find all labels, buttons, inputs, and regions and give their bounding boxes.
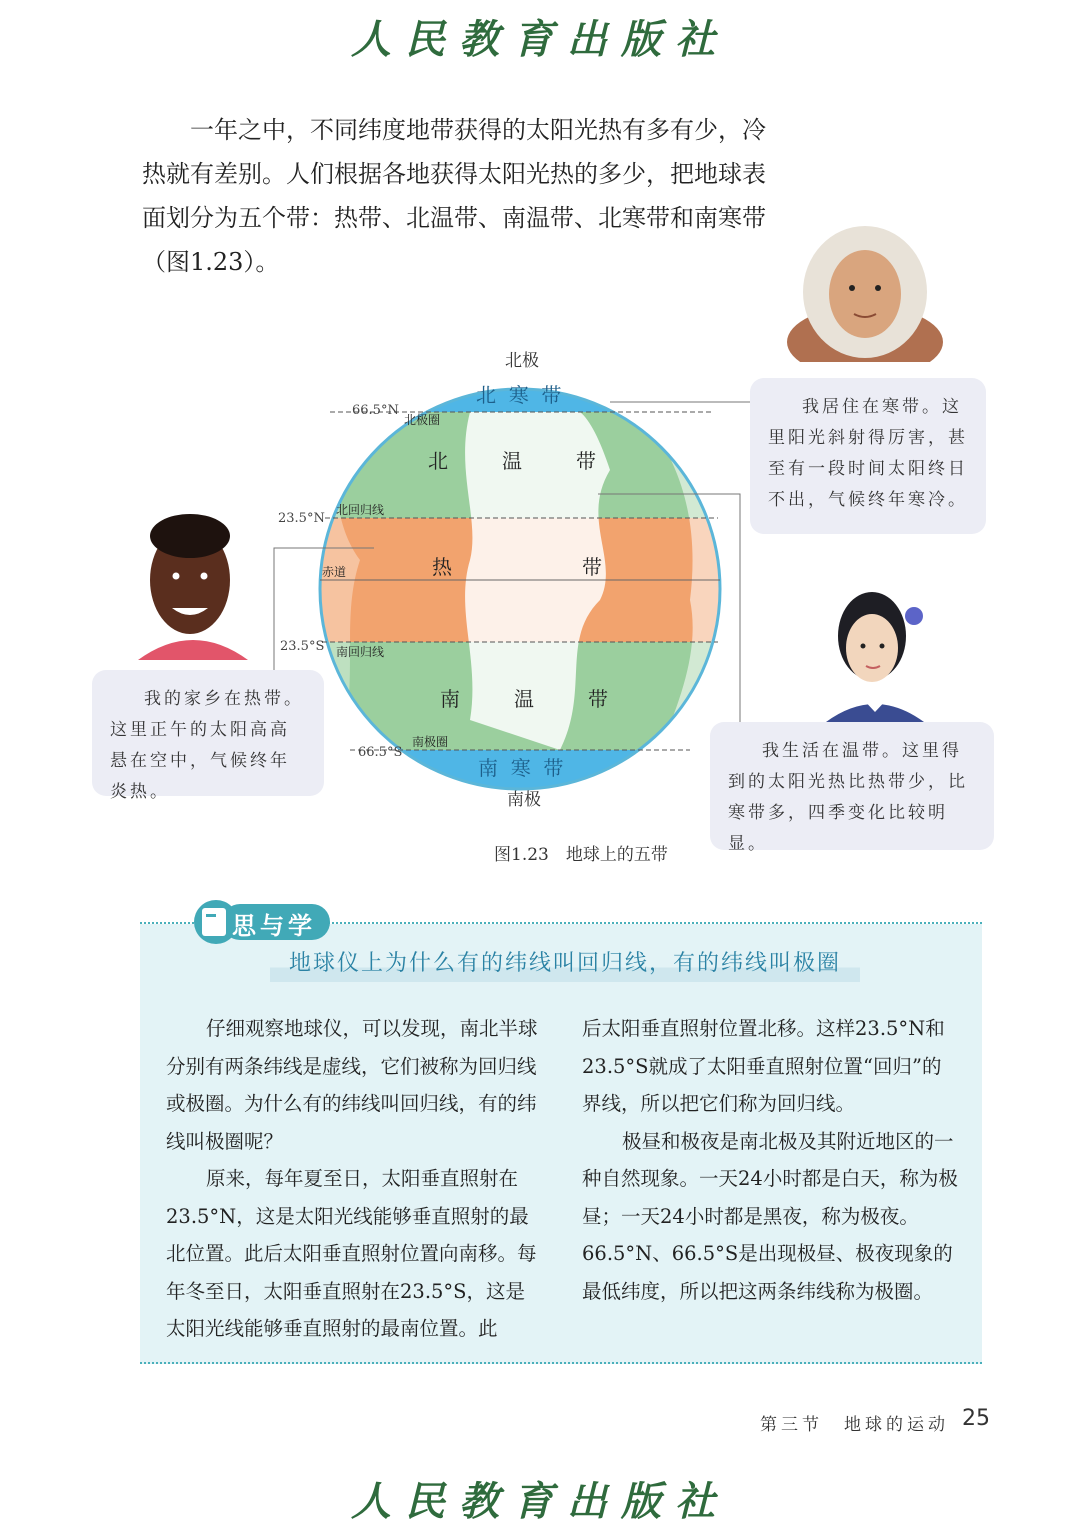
figure-caption: 图1.23 地球上的五带 bbox=[494, 845, 668, 865]
intro-paragraph bbox=[142, 108, 782, 284]
page-number: 25 bbox=[962, 1406, 990, 1431]
label-zone-south-temperate-3: 带 bbox=[588, 687, 608, 711]
label-arctic-circle: 北极圈 bbox=[404, 413, 441, 427]
label-zone-south-frigid: 南 寒 带 bbox=[478, 756, 564, 780]
speech-cold-text: 我居住在寒带。这里阳光斜射得厉害，甚至有一段时间太阳终日不出，气候终年寒冷。 bbox=[768, 397, 968, 510]
think-column-right bbox=[582, 1010, 958, 1310]
label-tropic-cancer: 北回归线 bbox=[336, 503, 385, 517]
label-lat-23s: 23.5°S bbox=[280, 639, 325, 654]
label-zone-tropical-1: 热 bbox=[432, 555, 452, 579]
label-zone-north-temperate-1: 北 bbox=[428, 449, 448, 473]
label-zone-north-temperate-3: 带 bbox=[576, 449, 596, 473]
label-south-pole: 南极 bbox=[507, 790, 541, 810]
label-antarctic-circle: 南极圈 bbox=[412, 735, 449, 749]
label-equator: 赤道 bbox=[322, 565, 347, 579]
speech-temperate-text: 我生活在温带。这里得到的太阳光热比热带少，比寒带多，四季变化比较明显。 bbox=[728, 741, 968, 854]
think-right-paragraph-1: 后太阳垂直照射位置北移。这样23.5°N和23.5°S就成了太阳垂直照射位置“回归”的界线，所以把它们称为回归线。 bbox=[582, 1017, 945, 1115]
label-lat-23n: 23.5°N bbox=[278, 511, 325, 526]
think-learn-tag: 思与学 bbox=[232, 912, 316, 940]
think-right-paragraph-2: 极昼和极夜是南北极及其附近地区的一种自然现象。一天24小时都是白天，称为极昼；一天24小时都是黑夜，称为极夜。66.5°N、66.5°S是出现极昼、极夜现象的最低纬度，所以把这两条纬线称为极圈。 bbox=[582, 1129, 958, 1303]
girl-illustration bbox=[820, 586, 930, 722]
speech-hot-text: 我的家乡在热带。这里正午的太阳高高悬在空中，气候终年炎热。 bbox=[110, 689, 304, 802]
think-left-paragraph-2: 原来，每年夏至日，太阳垂直照射在23.5°N，这是太阳光线能够垂直照射的最北位置。此后太阳垂直照射位置向南移。每年冬至日，太阳垂直照射在23.5°S，这是太阳光线能够垂直照射的最南位置。此 bbox=[166, 1167, 537, 1340]
think-left-paragraph-1: 仔细观察地球仪，可以发现，南北半球分别有两条纬线是虚线，它们被称为回归线或极圈。为什么有的纬线叫回归线，有的纬线叫极圈呢？ bbox=[166, 1017, 538, 1153]
eskimo-child-illustration bbox=[784, 222, 946, 362]
label-north-pole: 北极 bbox=[505, 351, 539, 371]
speech-bubble-hot bbox=[92, 670, 324, 802]
label-zone-south-temperate-1: 南 bbox=[440, 687, 460, 711]
speech-bubble-temperate bbox=[710, 722, 994, 854]
think-learn-title: 地球仪上为什么有的纬线叫回归线，有的纬线叫极圈 bbox=[270, 946, 860, 982]
label-zone-tropical-2: 带 bbox=[582, 555, 602, 579]
box-bottom-border bbox=[140, 1362, 982, 1364]
think-column-left bbox=[166, 1010, 542, 1348]
label-lat-66n: 66.5°N bbox=[352, 403, 399, 418]
publisher-logo-bottom: 人民教育出版社 bbox=[351, 1478, 729, 1525]
label-zone-north-temperate-2: 温 bbox=[502, 449, 522, 473]
speech-bubble-cold bbox=[750, 378, 986, 534]
label-lat-66s: 66.5°S bbox=[358, 745, 403, 760]
label-tropic-capricorn: 南回归线 bbox=[336, 645, 385, 659]
label-zone-south-temperate-2: 温 bbox=[514, 687, 534, 711]
label-zone-north-frigid: 北 寒 带 bbox=[476, 383, 562, 407]
publisher-logo-top: 人民教育出版社 bbox=[351, 16, 729, 63]
african-child-illustration bbox=[128, 510, 258, 660]
intro-text: 一年之中，不同纬度地带获得的太阳光热有多有少，冷热就有差别。人们根据各地获得太阳光热的多少，把地球表面划分为五个带：热带、北温带、南温带、北寒带和南寒带（图1.23）。 bbox=[142, 116, 766, 276]
section-footer: 第三节 地球的运动 bbox=[760, 1415, 949, 1435]
